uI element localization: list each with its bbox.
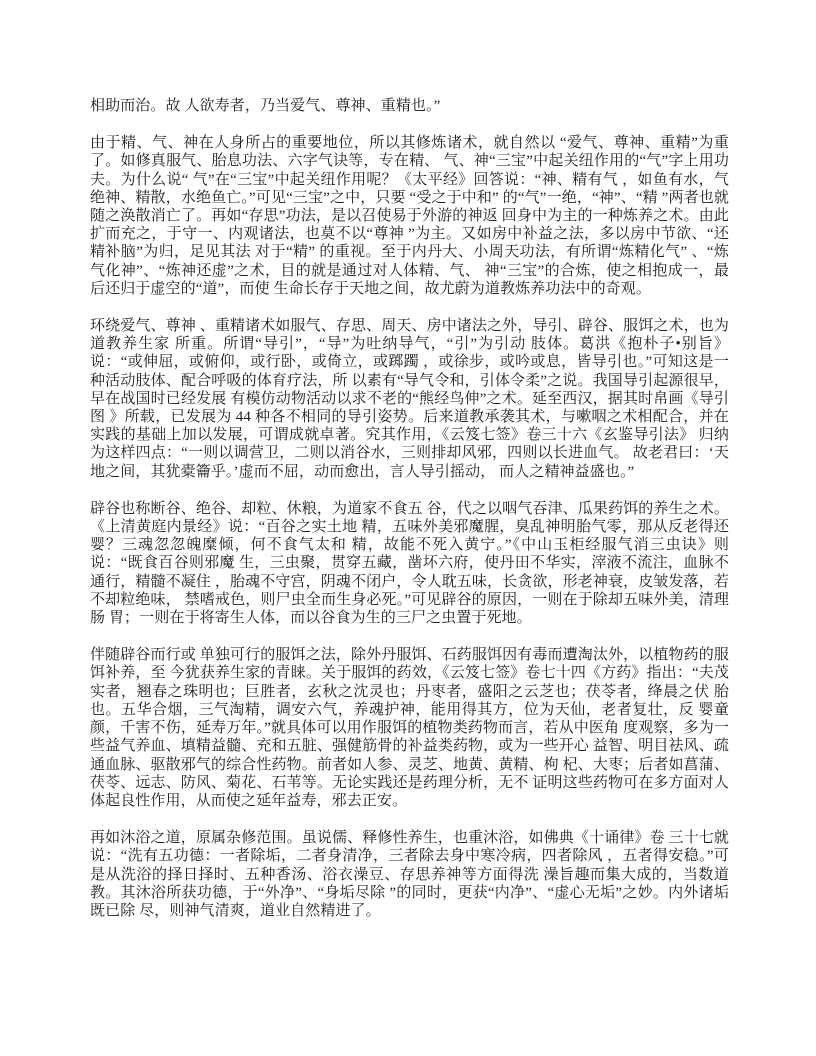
paragraph: 由于精、气、神在人身所占的重要地位，所以其修炼诸术，就自然以 “爱气、尊神、重精”为重了。如修真服气、胎息功法、六字气诀等，专在精、 气、神“三宝”中起关纽作用的“气”字上用功夫。为什么说“ 气”在“三宝”中起关纽作用呢？《太平经》回答说：“神、精有气 ，如鱼有水，气绝神、精散，水绝鱼亡。”可见“三宝”之中，只要 “受之于中和” 的“气”一绝，“神”、“精 ”两者也就随之涣散消亡了。再如“存思”功法，是以召使易于外游的神返 回身中为主的一种炼养之术。由此扩而充之，于守一、内观诸法，也莫不以“尊神 ”为主。又如房中补益之法，多以房中节欲、“还精补脑”为归，足见其法 对于“精” 的重视。至于内丹大、小周天功法，有所谓“炼精化气” 、“炼气化神”、“炼神还虚”之术，目的就是通过对人体精、气、 神“三宝”的合炼，使之相抱成一，最后还归于虚空的“道”，而使 生命长存于天地之间，故尤蔚为道教炼养功法中的奇观。 xyxy=(90,135,729,297)
paragraph: 伴随辟谷而行或 单独可行的服饵之法，除外丹服饵、石药服饵因有毒而遭淘汰外，以植物药的服饵补养，至 今犹获养生家的青睐。关于服饵的药效，《云笈七签》卷七十四《方药》指出：“夫茂 实者，翘春之珠明也；巨胜者，玄秋之沈灵也；丹枣者，盛阳之云芝也；茯苓者，绛晨之伏 胎也。五华合烟，三气淘精，调安六气，养魂护神，能用得其方，位为天仙，老者复壮，反 婴童颜，千害不伤，延寿万年。”就具体可以用作服饵的植物类药物而言，若从中医角 度观察，多为一些益气养血、填精益髓、充和五脏、强健筋骨的补益类药物，或为一些开心 益智、明目祛风、疏通血脉、驱散邪气的综合性药物。前者如人参、灵芝、地黄、黄精、枸 杞、大枣；后者如菖蒲、茯苓、远志、防风、菊花、石苇等。无论实践还是药理分析，无不 证明这些药物可在多方面对人体起良性作用，从而使之延年益寿，邪去正安。 xyxy=(90,647,729,809)
paragraph: 环绕爱气、尊神 、重精诸术如服气、存思、周天、房中诸法之外，导引、辟谷、服饵之术，也为道教养生家 所重。所谓“导引”，“导”为吐纳导气，“引”为引动 肢体。葛洪《抱朴子•别旨》说：“或伸屈，或俯仰，或行卧，或倚立，或踯躅 ，或徐步，或吟或息，皆导引也。”可知这是一种活动肢体、配合呼吸的体育疗法，所 以素有“导气令和，引体令柔”之说。我国导引起源很早，早在战国时已经发展 有模仿动物活动以求不老的“熊经鸟伸”之术。延至西汉，据其时帛画《导引图 》所载，已发展为 44 种各不相同的导引姿势。后来道教承袭其术，与嗽咽之术相配合，并在 实践的基础上加以发展，可谓成就卓著。究其作用，《云笈七签》卷三十六《玄鉴导引法》 归纳为这样四点：“一则以调营卫，二则以消谷水，三则排却风邪，四则以长进血气。 故老君曰：‘天地之间，其犹橐籥乎。’虚而不屈，动而愈出，言人导引摇动， 而人之精神益盛也。” xyxy=(90,318,729,480)
page-text-block xyxy=(90,97,729,939)
paragraph: 再如沐浴之道，原属杂修范围。虽说儒、释修性养生，也重沐浴，如佛典《十诵律》卷 三十七就说：“洗有五功德：一者除垢，二者身清净，三者除去身中寒冷病，四者除风 ，五者得安稳。”可是从洗浴的择日择时、五种香汤、浴衣澡豆、存思养神等方面得洗 澡旨趣而集大成的，当数道教。其沐浴所获功德，于“外净”、“身垢尽除 ”的同时，更获“内净”、“虚心无垢”之妙。内外诸垢既已除 尽，则神气清爽，道业自然精进了。 xyxy=(90,830,729,919)
paragraph: 相助而治。故 人欲寿者，乃当爱气、尊神、重精也。” xyxy=(90,98,441,114)
paragraph: 辟谷也称断谷、绝谷、却粒、休粮，为道家不食五 谷，代之以咽气吞津、瓜果药饵的养生之术。《上清黄庭内景经》说：“百谷之实土地 精，五味外美邪魔腥，臭乱神明胎气零，那从反老得还婴？三魂忽忽魄糜倾，何不食气太和 精，故能不死入黄宁。”《中山玉柜经服气消三虫诀》则说：“既食百谷则邪魔 生，三虫聚，贯穿五藏，凿坏六府，使丹田不华实，滓液不流注，血脉不通行，精髓不凝住 ，胎魂不守宫，阴魂不闭户，令人耽五味，长贪欲，形老神衰，皮皱发落，若不却粒绝味， 禁嗜戒色，则尸虫全而生身必死。”可见辟谷的原因，一则在于除却五味外美，清理肠 胃；一则在于将寄生人体，而以谷食为生的三尸之虫置于死地。 xyxy=(90,500,729,627)
